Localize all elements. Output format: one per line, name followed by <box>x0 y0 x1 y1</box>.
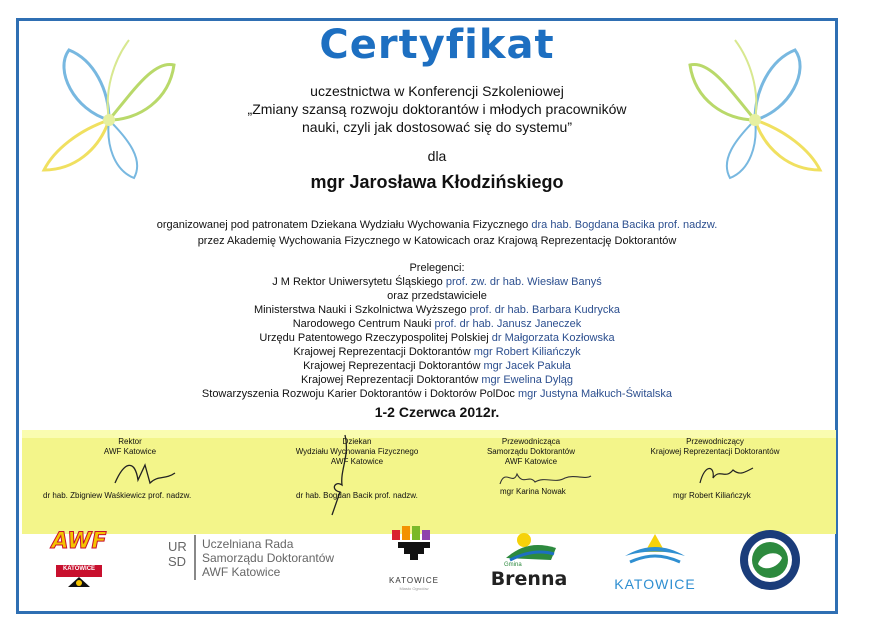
speaker-org: Krajowej Reprezentacji Doktorantów <box>293 346 471 358</box>
sig-title-line: Krajowej Reprezentacji Doktorantów <box>650 447 780 456</box>
brenna-emblem-icon <box>496 530 566 565</box>
signatory-name: mgr Robert Kiliańczyk <box>673 491 751 500</box>
patron-name: dra hab. Bogdana Bacika prof. nadzw. <box>531 219 718 231</box>
brenna-logo <box>484 530 574 595</box>
signature-title-przewodniczaca <box>466 437 596 467</box>
for-label: dla <box>427 148 447 164</box>
ursd-divider <box>194 535 196 580</box>
speaker-org: J M Rektor Uniwersytetu Śląskiego <box>272 276 443 288</box>
event-date: 1-2 Czerwca 2012r. <box>374 404 500 420</box>
speaker-row <box>0 276 874 288</box>
intro-line-2: „Zmiany szansą rozwoju doktorantów i młodych pracowników <box>247 101 627 117</box>
speaker-org: Krajowej Reprezentacji Doktorantów <box>300 374 479 386</box>
speaker-person: prof. zw. dr hab. Wiesław Banyś <box>445 276 602 288</box>
signatory-name: mgr Karina Nowak <box>500 487 566 496</box>
ursd-abbr-2: SD <box>168 554 187 569</box>
organized-prefix: organizowanej pod patronatem Dziekana Wydziału Wychowania Fizycznego <box>156 219 529 231</box>
signature-title-rektor <box>70 437 190 457</box>
speaker-row <box>0 290 874 302</box>
speaker-row <box>0 304 874 316</box>
speaker-org: oraz przedstawiciele <box>387 290 487 302</box>
sig-title-line: Rektor <box>118 437 142 446</box>
sig-title-line: Wydziału Wychowania Fizycznego <box>295 447 419 456</box>
signature-scribble-1 <box>110 455 180 490</box>
speaker-person: mgr Robert Kiliańczyk <box>473 346 581 358</box>
katowice-city-logo <box>384 526 444 596</box>
speaker-row <box>0 374 874 386</box>
krd-seal-logo <box>738 528 802 592</box>
certificate-title: Certyfikat <box>319 22 555 68</box>
sig-title-line: AWF Katowice <box>330 457 384 466</box>
signatory-name: dr hab. Bogdan Bacik prof. nadzw. <box>296 491 418 500</box>
signature-scribble-4 <box>695 458 755 488</box>
intro-line-1: uczestnictwa w Konferencji Szkoleniowej <box>310 83 564 99</box>
speaker-row <box>0 318 874 330</box>
speaker-person: mgr Justyna Małkuch-Świtalska <box>518 388 673 400</box>
ursd-logo <box>168 535 358 585</box>
signature-scribble-2 <box>320 430 360 520</box>
signatory-name: dr hab. Zbigniew Waśkiewicz prof. nadzw. <box>43 491 192 500</box>
ursd-abbr <box>168 539 188 569</box>
ursd-name <box>202 537 334 579</box>
intro-line-3: nauki, czyli jak dostosować się do systemu” <box>302 119 572 135</box>
signature-title-przewodniczacy <box>640 437 790 457</box>
sig-title-line: Przewodnicząca <box>501 437 561 446</box>
speaker-person: prof. dr hab. Janusz Janeczek <box>434 318 582 330</box>
speakers-heading: Prelegenci: <box>409 262 465 274</box>
katowice-logo-text: KATOWICE <box>614 576 696 592</box>
speaker-person: mgr Jacek Pakuła <box>483 360 571 372</box>
sig-title-line: Samorządu Doktorantów <box>486 447 576 456</box>
speaker-person: mgr Ewelina Dyląg <box>481 374 574 386</box>
brenna-text: Brenna <box>490 568 568 590</box>
katowice-logo <box>610 530 700 595</box>
katowice-flower-icon <box>384 526 444 566</box>
speaker-org: Ministerstwa Nauki i Szkolnictwa Wyższego <box>253 304 467 316</box>
ursd-abbr-1: UR <box>168 539 187 554</box>
sig-title-line: Przewodniczący <box>686 437 744 446</box>
sig-title-line: Dziekan <box>342 437 372 446</box>
katowice-city-text: KATOWICE <box>389 576 439 585</box>
speaker-row <box>0 360 874 372</box>
awf-logo <box>44 525 114 590</box>
awf-logo-sub: KATOWICE <box>62 566 96 572</box>
speaker-org: Narodowego Centrum Nauki <box>292 318 432 330</box>
speaker-row <box>0 332 874 344</box>
speaker-org: Urzędu Patentowego Rzeczypospolitej Polskiej <box>259 332 489 344</box>
speaker-person: prof. dr hab. Barbara Kudrycka <box>469 304 621 316</box>
speaker-person: dr Małgorzata Kozłowska <box>491 332 615 344</box>
speaker-org: Krajowej Reprezentacji Doktorantów <box>303 360 481 372</box>
krd-seal-icon <box>738 528 802 592</box>
speaker-row <box>0 388 874 400</box>
sig-title-line: AWF Katowice <box>103 447 157 456</box>
organized-line-1 <box>0 219 874 231</box>
sig-title-line: AWF Katowice <box>504 457 558 466</box>
ursd-line: Uczelniana Rada <box>202 537 294 551</box>
ursd-line: AWF Katowice <box>202 565 281 579</box>
recipient-name: mgr Jarosława Kłodzińskiego <box>310 172 564 192</box>
ursd-line: Samorządu Doktorantów <box>202 551 335 565</box>
katowice-city-sub: Miasto Ogrodów <box>399 586 429 591</box>
speaker-row <box>0 346 874 358</box>
speaker-org: Stowarzyszenia Rozwoju Karier Doktorantów i Doktorów PolDoc <box>201 388 515 400</box>
organized-line-2: przez Akademię Wychowania Fizycznego w Katowicach oraz Krajową Reprezentację Doktorantów <box>197 235 677 247</box>
brenna-small: Gmina <box>504 562 522 568</box>
awf-logo-text: AWF <box>51 529 107 554</box>
katowice-wave-icon <box>620 530 690 570</box>
